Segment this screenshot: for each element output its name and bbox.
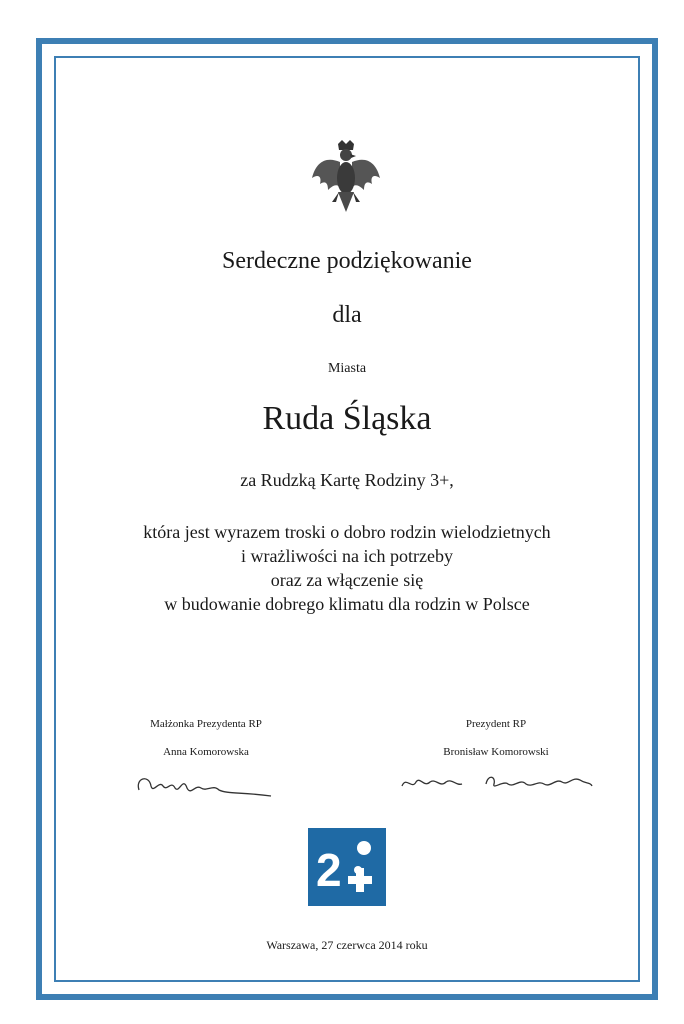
certificate-for-label: dla [332,302,362,328]
family-card-logo-icon [308,828,386,906]
certificate-city-name: Ruda Śląska [262,400,432,437]
place-and-date: Warszawa, 27 czerwca 2014 roku [266,938,428,952]
certificate-city-label: Miasta [327,361,367,376]
signature-right-name: Bronisław Komorowski [443,746,549,758]
signature-right-role: Prezydent RP [465,718,527,730]
certificate-title: Serdeczne podziękowanie [222,248,472,274]
signature-left-role: Małżonka Prezydenta RP [150,718,262,730]
signature-right-scribble-icon [396,766,596,796]
certificate-card-line: za Rudzką Kartę Rodziny 3+, [240,470,454,490]
body-line: która jest wyrazem troski o dobro rodzin wielodzietnych [143,522,551,542]
certificate-body [56,520,638,616]
body-line: w budowanie dobrego klimatu dla rodzin w Polsce [164,594,530,614]
certificate-content [56,58,638,980]
signature-left-scribble-icon [131,766,281,802]
svg-text:2: 2 [316,844,342,896]
signature-right [376,718,616,796]
body-line: i wrażliwości na ich potrzeby [241,546,453,566]
signature-left-name: Anna Komorowska [163,746,249,758]
polish-eagle-icon [306,138,386,218]
body-line: oraz za włączenie się [270,570,424,590]
signature-left [86,718,326,802]
